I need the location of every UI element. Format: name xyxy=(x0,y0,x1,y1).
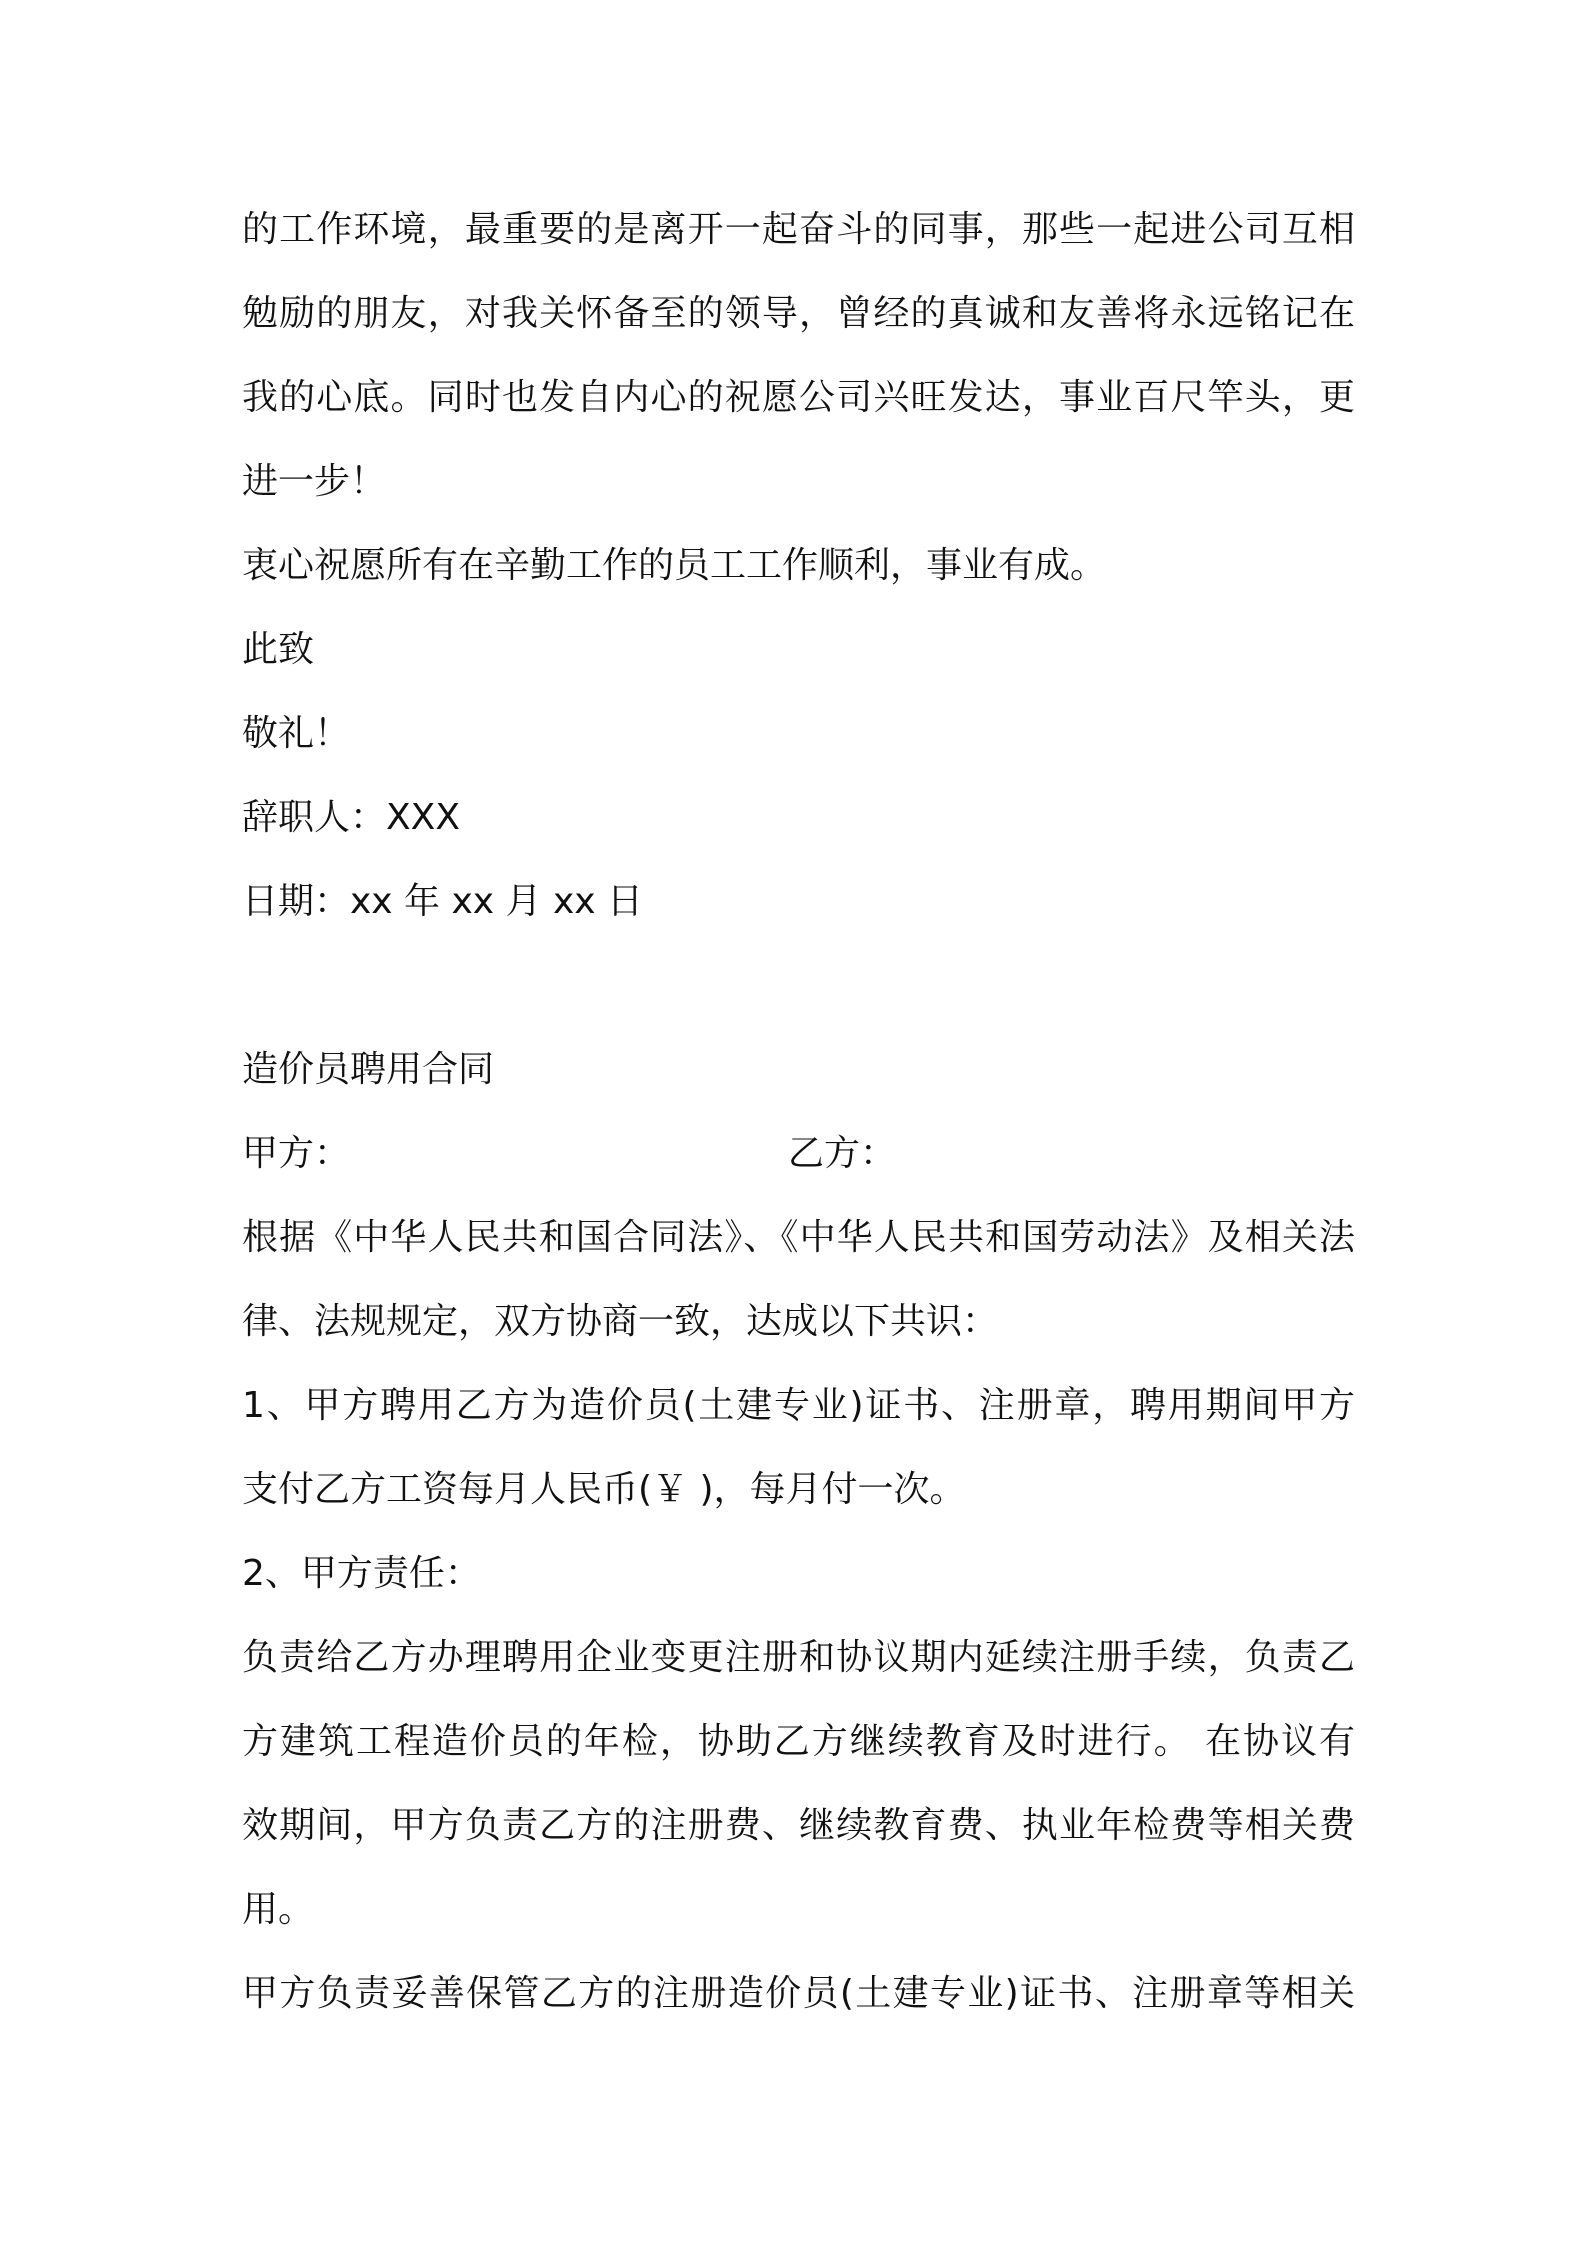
letter-closing-2: 敬礼！ xyxy=(242,713,351,754)
clause-2-paragraph-line: 甲方负责妥善保管乙方的注册造价员(土建专业)证书、注册章等相关 xyxy=(242,1973,1355,2014)
letter-paragraph-line: 勉励的朋友，对我关怀备至的领导，曾经的真诚和友善将永远铭记在 xyxy=(242,293,1355,334)
letter-wish: 衷心祝愿所有在辛勤工作的员工工作顺利，事业有成。 xyxy=(242,545,1107,586)
letter-closing-1: 此致 xyxy=(242,629,315,670)
contract-title: 造价员聘用合同 xyxy=(242,1049,495,1090)
clause-1-line: 支付乙方工资每月人民币(￥ )，每月付一次。 xyxy=(242,1469,966,1510)
party-b-label: 乙方： xyxy=(788,1133,897,1174)
clause-2-paragraph-line: 负责给乙方办理聘用企业变更注册和协议期内延续注册手续，负责乙 xyxy=(242,1637,1355,1678)
letter-date: 日期：xx 年 xx 月 xx 日 xyxy=(242,881,644,922)
party-a-label: 甲方： xyxy=(242,1133,351,1174)
letter-paragraph-line: 我的心底。同时也发自内心的祝愿公司兴旺发达，事业百尺竿头，更 xyxy=(242,377,1355,418)
contract-intro-line: 根据《中华人民共和国合同法》、《中华人民共和国劳动法》及相关法 xyxy=(242,1217,1355,1258)
contract-intro-line: 律、法规规定，双方协商一致，达成以下共识： xyxy=(242,1301,999,1342)
clause-2-paragraph-line: 效期间，甲方负责乙方的注册费、继续教育费、执业年检费等相关费 xyxy=(242,1805,1355,1846)
letter-paragraph-line: 的工作环境，最重要的是离开一起奋斗的同事，那些一起进公司互相 xyxy=(242,209,1355,250)
letter-paragraph-line: 进一步！ xyxy=(242,461,387,502)
clause-1-line: 1、甲方聘用乙方为造价员(土建专业)证书、注册章，聘用期间甲方 xyxy=(242,1385,1355,1426)
letter-resigner: 辞职人：XXX xyxy=(242,797,460,838)
clause-2-paragraph-line: 用。 xyxy=(242,1889,315,1930)
clause-2-paragraph-line: 方建筑工程造价员的年检，协助乙方继续教育及时进行。 在协议有 xyxy=(242,1721,1355,1762)
clause-2-title: 2、甲方责任： xyxy=(242,1553,481,1594)
